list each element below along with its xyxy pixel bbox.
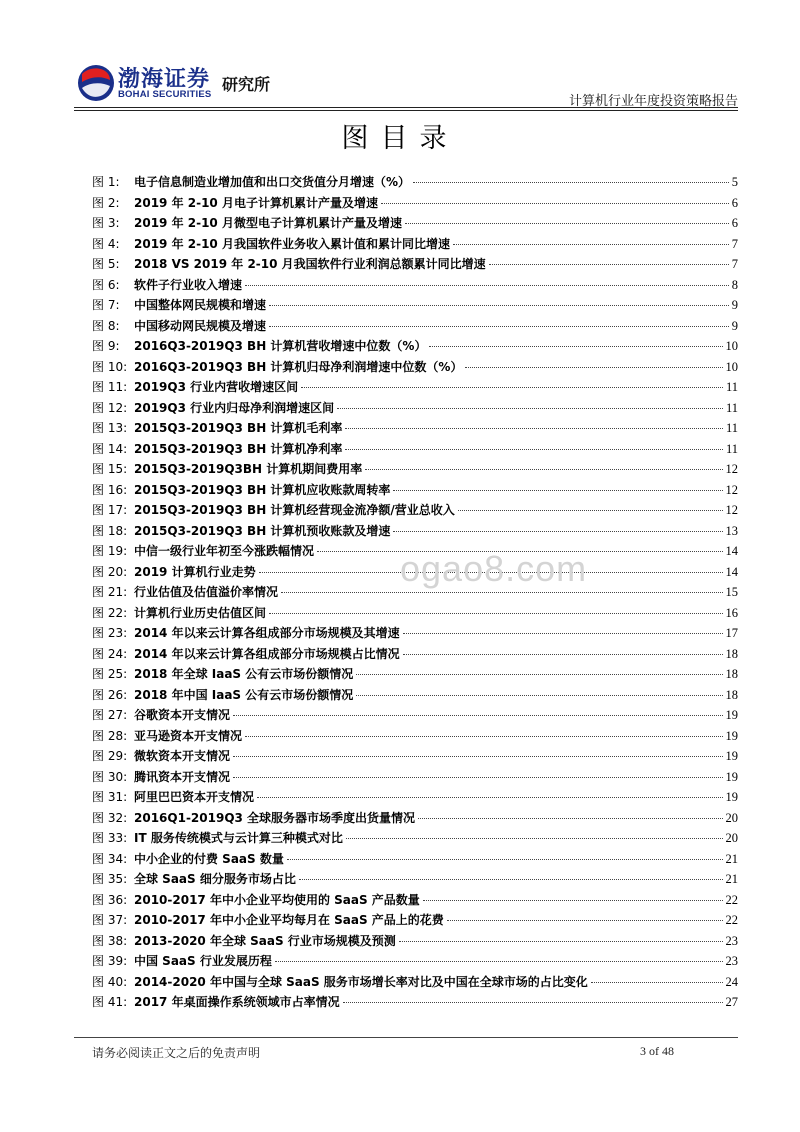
toc-entry-page: 11 [725, 380, 738, 394]
toc-entry-title: 2014-2020 年中国与全球 SaaS 服务市场增长率对比及中国在全球市场的占比变化 [134, 974, 588, 989]
toc-entry-leader [245, 285, 729, 286]
toc-entry[interactable] [92, 686, 738, 707]
toc-entry[interactable] [92, 399, 738, 420]
toc-entry-page: 24 [725, 974, 738, 989]
toc-entry-label: 图 3: [92, 216, 120, 230]
toc-entry-leader [356, 674, 722, 675]
toc-entry-title: 全球 SaaS 细分服务市场占比 [134, 872, 296, 886]
toc-entry-page: 14 [725, 564, 738, 579]
toc-entry-title: 2015Q3-2019Q3 BH 计算机经营现金流净额/营业总收入 [134, 503, 455, 517]
toc-entry[interactable] [92, 255, 738, 276]
toc-entry-leader [465, 367, 722, 368]
toc-entry[interactable] [92, 378, 738, 399]
toc-entry-page: 10 [725, 359, 738, 374]
toc-entry[interactable] [92, 501, 738, 522]
toc-entry-label: 图 39: [92, 954, 128, 968]
toc-entry-label: 图 15: [92, 462, 128, 476]
toc-entry-leader [399, 941, 723, 942]
toc-entry-title: 2018 VS 2019 年 2-10 月我国软件行业利润总额累计同比增速 [134, 257, 486, 271]
toc-entry-label: 图 30: [92, 769, 128, 784]
toc-entry-label: 图 8: [92, 318, 120, 333]
toc-entry-leader [591, 982, 723, 983]
toc-entry[interactable] [92, 358, 738, 379]
toc-entry-page: 18 [725, 687, 738, 702]
bohai-logo [74, 60, 334, 108]
toc-entry[interactable] [92, 173, 738, 194]
toc-entry-title: 2015Q3-2019Q3 BH 计算机预收账款及增速 [134, 523, 391, 538]
toc-entry[interactable] [92, 317, 738, 338]
toc-entry-label: 图 2: [92, 195, 120, 210]
toc-entry-title: 行业估值及估值溢价率情况 [134, 585, 279, 599]
toc-entry[interactable] [92, 194, 738, 215]
toc-entry-label: 图 26: [92, 687, 128, 702]
toc-entry-title: 阿里巴巴资本开支情况 [134, 790, 255, 804]
toc-entry-page: 14 [725, 544, 738, 558]
toc-entry-title: 电子信息制造业增加值和出口交货值分月增速（%） [134, 175, 411, 189]
page-header [74, 60, 738, 110]
toc-entry-page: 15 [725, 585, 738, 599]
toc-entry-label: 图 34: [92, 851, 128, 866]
toc-entry-label: 图 40: [92, 974, 128, 989]
toc-entry-page: 12 [725, 503, 738, 517]
report-title: 计算机行业年度投资策略报告 [568, 94, 738, 109]
toc-entry-page: 5 [731, 175, 738, 189]
toc-entry-label: 图 19: [92, 544, 128, 558]
toc-entry-leader [275, 961, 723, 962]
toc-entry-leader [447, 920, 723, 921]
toc-entry-page: 19 [725, 769, 738, 784]
toc-entry-page: 11 [725, 421, 738, 435]
toc-entry-title: 中国整体网民规模和增速 [134, 298, 267, 312]
toc-entry-label: 图 21: [92, 585, 128, 599]
toc-entry-label: 图 38: [92, 933, 128, 948]
toc-entry-page: 11 [725, 400, 738, 415]
toc-entry-title: 2015Q3-2019Q3 BH 计算机应收账款周转率 [134, 482, 391, 497]
toc-entry-page: 20 [725, 810, 738, 825]
toc-entry-leader [405, 223, 729, 224]
toc-entry-leader [299, 879, 723, 880]
toc-entry-leader [356, 695, 722, 696]
toc-entry-label: 图 32: [92, 810, 128, 825]
toc-entry[interactable] [92, 850, 738, 871]
logo-chinese-name: 渤海证券 [118, 67, 211, 92]
toc-entry[interactable] [92, 214, 738, 235]
toc-entry-label: 图 22: [92, 605, 128, 620]
toc-entry[interactable] [92, 788, 738, 809]
toc-entry[interactable] [92, 522, 738, 543]
toc-entry-page: 8 [731, 277, 738, 292]
toc-entry-page: 22 [725, 913, 738, 927]
toc-entry-leader [381, 203, 729, 204]
toc-entry-page: 12 [725, 482, 738, 497]
toc-entry[interactable] [92, 747, 738, 768]
toc-entry-title: 2015Q3-2019Q3 BH 计算机净利率 [134, 441, 343, 456]
toc-entry[interactable] [92, 993, 738, 1014]
toc-entry-title: IT 服务传统模式与云计算三种模式对比 [134, 831, 343, 845]
footer-divider [74, 1037, 738, 1038]
toc-entry-leader [429, 346, 722, 347]
toc-entry[interactable] [92, 870, 738, 891]
toc-entry-page: 7 [731, 257, 738, 271]
toc-entry-page: 12 [725, 462, 738, 476]
toc-entry-leader [257, 797, 722, 798]
toc-entry-title: 2018 年中国 IaaS 公有云市场份额情况 [134, 687, 354, 702]
toc-entry-title: 2015Q3-2019Q3 BH 计算机毛利率 [134, 421, 343, 435]
header-divider [74, 107, 738, 108]
toc-entry-leader [393, 531, 722, 532]
institute-label: 研究所 [222, 75, 271, 94]
toc-entry-leader [337, 408, 723, 409]
toc-entry-leader [489, 264, 729, 265]
toc-entry[interactable] [92, 296, 738, 317]
toc-entry-title: 2016Q3-2019Q3 BH 计算机营收增速中位数（%） [134, 339, 427, 353]
toc-entry-title: 2014 年以来云计算各组成部分市场规模占比情况 [134, 646, 400, 661]
toc-entry-label: 图 33: [92, 831, 128, 845]
toc-entry-label: 图 20: [92, 564, 128, 579]
toc-entry-leader [269, 305, 729, 306]
toc-entry-page: 13 [725, 523, 738, 538]
toc-entry-title: 中国 SaaS 行业发展历程 [134, 954, 272, 968]
toc-entry[interactable] [92, 768, 738, 789]
toc-entry-label: 图 12: [92, 400, 128, 415]
logo-english-name: BOHAI SECURITIES [118, 89, 212, 100]
toc-entry-leader [245, 736, 722, 737]
toc-entry-label: 图 16: [92, 482, 128, 497]
toc-entry[interactable] [92, 624, 738, 645]
toc-entry[interactable] [92, 645, 738, 666]
toc-entry-label: 图 9: [92, 339, 120, 353]
toc-entry-leader [233, 756, 722, 757]
toc-entry-page: 9 [731, 318, 738, 333]
toc-entry-leader [233, 777, 722, 778]
disclaimer-note: 请务必阅读正文之后的免责声明 [92, 1046, 261, 1060]
toc-entry[interactable] [92, 891, 738, 912]
toc-entry[interactable] [92, 973, 738, 994]
toc-entry-page: 6 [731, 195, 738, 210]
toc-entry-page: 21 [725, 872, 738, 886]
toc-entry-leader [269, 613, 722, 614]
bohai-logo-icon [76, 60, 116, 106]
toc-entry[interactable] [92, 337, 738, 358]
toc-entry-label: 图 6: [92, 277, 120, 292]
toc-entry-leader [403, 633, 723, 634]
toc-entry-title: 2016Q3-2019Q3 BH 计算机归母净利润增速中位数（%） [134, 359, 463, 374]
toc-entry-page: 18 [725, 667, 738, 681]
toc-entry-title: 2013-2020 年全球 SaaS 行业市场规模及预测 [134, 933, 396, 948]
toc-entry-page: 18 [725, 646, 738, 661]
toc-entry-leader [346, 838, 723, 839]
toc-entry-leader [403, 654, 723, 655]
toc-entry-title: 中信一级行业年初至今涨跌幅情况 [134, 544, 315, 558]
toc-entry-title: 2019 年 2-10 月微型电子计算机累计产量及增速 [134, 216, 402, 230]
toc-entry-label: 图 14: [92, 441, 128, 456]
toc-entry-page: 20 [725, 831, 738, 845]
watermark: ogao8.com [400, 548, 588, 589]
toc-entry-page: 22 [725, 892, 738, 907]
toc-entry[interactable] [92, 419, 738, 440]
toc-entry-title: 2017 年桌面操作系统领域市占率情况 [134, 995, 340, 1009]
toc-entry-title: 2019 计算机行业走势 [134, 564, 256, 579]
toc-entry-leader [345, 428, 723, 429]
header-divider-thin [74, 110, 738, 111]
toc-entry-title: 2016Q1-2019Q3 全球服务器市场季度出货量情况 [134, 810, 416, 825]
toc-entry-page: 16 [725, 605, 738, 620]
toc-entry-leader [301, 387, 723, 388]
toc-entry-title: 2019 年 2-10 月我国软件业务收入累计值和累计同比增速 [134, 236, 450, 251]
toc-entry[interactable] [92, 481, 738, 502]
toc-entry[interactable] [92, 829, 738, 850]
toc-entry-leader [393, 490, 722, 491]
toc-entry-label: 图 37: [92, 913, 128, 927]
toc-entry[interactable] [92, 706, 738, 727]
toc-entry-label: 图 10: [92, 359, 128, 374]
toc-entry[interactable] [92, 276, 738, 297]
toc-entry-title: 微软资本开支情况 [134, 749, 231, 763]
figure-table-of-contents [92, 173, 738, 1014]
toc-entry-title: 2019Q3 行业内归母净利润增速区间 [134, 400, 335, 415]
toc-entry-label: 图 23: [92, 626, 128, 640]
toc-title: 图目录 [341, 123, 459, 154]
toc-entry-page: 19 [725, 749, 738, 763]
toc-entry-label: 图 28: [92, 728, 128, 743]
toc-entry-page: 27 [725, 995, 738, 1009]
toc-entry-label: 图 27: [92, 708, 128, 722]
toc-entry-label: 图 24: [92, 646, 128, 661]
toc-entry-page: 19 [725, 790, 738, 804]
toc-entry-label: 图 25: [92, 667, 128, 681]
toc-entry-label: 图 36: [92, 892, 128, 907]
toc-entry-page: 10 [725, 339, 738, 353]
toc-entry-page: 11 [725, 441, 738, 456]
toc-entry[interactable] [92, 952, 738, 973]
toc-entry-leader [453, 244, 729, 245]
toc-entry[interactable] [92, 460, 738, 481]
toc-entry-label: 图 4: [92, 236, 120, 251]
toc-entry-leader [458, 510, 723, 511]
toc-entry-leader [343, 1002, 723, 1003]
toc-entry-title: 2014 年以来云计算各组成部分市场规模及其增速 [134, 626, 400, 640]
toc-entry-title: 腾讯资本开支情况 [134, 769, 231, 784]
toc-entry-title: 软件子行业收入增速 [134, 277, 243, 292]
toc-entry[interactable] [92, 932, 738, 953]
toc-entry-label: 图 5: [92, 257, 120, 271]
toc-entry-leader [233, 715, 722, 716]
toc-entry-leader [269, 326, 729, 327]
toc-entry-title: 中国移动网民规模及增速 [134, 318, 267, 333]
toc-entry-title: 2015Q3-2019Q3BH 计算机期间费用率 [134, 462, 363, 476]
toc-entry-leader [365, 469, 722, 470]
toc-entry-title: 谷歌资本开支情况 [134, 708, 231, 722]
toc-entry-page: 21 [725, 851, 738, 866]
toc-entry-title: 2019Q3 行业内营收增速区间 [134, 380, 299, 394]
toc-entry-label: 图 41: [92, 995, 128, 1009]
toc-entry-label: 图 7: [92, 298, 120, 312]
toc-entry[interactable] [92, 440, 738, 461]
toc-entry-label: 图 31: [92, 790, 128, 804]
toc-entry-leader [281, 592, 722, 593]
toc-entry-page: 19 [725, 728, 738, 743]
toc-entry[interactable] [92, 665, 738, 686]
page-number: 3 of 48 [640, 1044, 674, 1058]
toc-entry[interactable] [92, 727, 738, 748]
toc-entry[interactable] [92, 809, 738, 830]
toc-entry-label: 图 11: [92, 380, 128, 394]
toc-entry-leader [287, 859, 723, 860]
toc-entry-leader [423, 900, 723, 901]
toc-entry[interactable] [92, 604, 738, 625]
toc-entry-title: 中小企业的付费 SaaS 数量 [134, 851, 284, 866]
toc-entry-title: 2018 年全球 IaaS 公有云市场份额情况 [134, 667, 354, 681]
toc-entry-title: 2019 年 2-10 月电子计算机累计产量及增速 [134, 195, 378, 210]
toc-entry[interactable] [92, 235, 738, 256]
toc-entry-label: 图 1: [92, 175, 120, 189]
toc-entry-page: 7 [731, 236, 738, 251]
toc-entry[interactable] [92, 911, 738, 932]
toc-entry-label: 图 18: [92, 523, 128, 538]
toc-entry-leader [413, 182, 729, 183]
toc-entry-page: 23 [725, 933, 738, 948]
toc-entry-leader [418, 818, 722, 819]
toc-entry-title: 亚马逊资本开支情况 [134, 728, 243, 743]
toc-entry-label: 图 35: [92, 872, 128, 886]
toc-entry-label: 图 13: [92, 421, 128, 435]
toc-entry-title: 计算机行业历史估值区间 [134, 605, 267, 620]
toc-entry-title: 2010-2017 年中小企业平均每月在 SaaS 产品上的花费 [134, 913, 444, 927]
toc-entry-page: 9 [731, 298, 738, 312]
toc-entry-label: 图 17: [92, 503, 128, 517]
toc-entry-page: 6 [731, 216, 738, 230]
toc-entry-label: 图 29: [92, 749, 128, 763]
toc-entry-page: 17 [725, 626, 738, 640]
toc-entry-title: 2010-2017 年中小企业平均使用的 SaaS 产品数量 [134, 892, 420, 907]
toc-entry-page: 23 [725, 954, 738, 968]
toc-entry-leader [345, 449, 723, 450]
toc-entry-page: 19 [725, 708, 738, 722]
